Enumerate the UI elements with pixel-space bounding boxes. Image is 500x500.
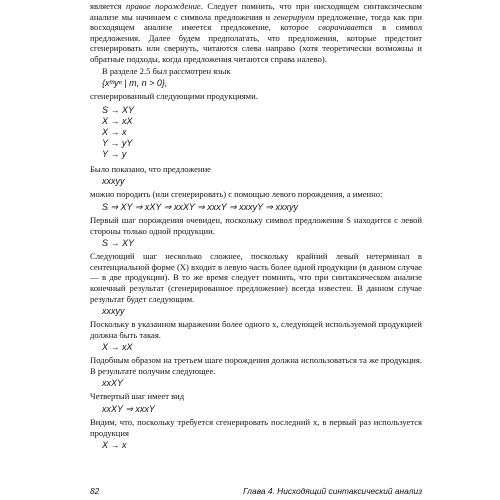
production-rule: S → XY [102, 104, 135, 115]
production-rule: Y → yY [102, 137, 133, 148]
paragraph-more-x: Поскольку в указанном выражении более одного x, следующей используемой продукцией должна быть такая. [90, 319, 422, 340]
sentence-formula: xxxyy [102, 306, 125, 317]
production-rule: Y → y [102, 148, 127, 159]
step-formula: xxXY [102, 378, 124, 389]
step-formula: xxXY ⇒ xxxY [102, 404, 155, 415]
paragraph-fourth-step: Четвертый шаг имеет вид [90, 391, 185, 402]
paragraph-last-x: Видим, что, поскольку требуется сгенерировать последний x, в первый раз используется продукция [90, 417, 422, 438]
term-italic: генерируем [273, 11, 315, 22]
production-rule: X → x [102, 126, 127, 137]
term-italic: правое порождение [126, 1, 201, 11]
paragraph-shown: Было показано, что предложение [90, 163, 212, 174]
text: . Следует помнить, что при нисходящем синтаксическом анализе мы начинаем с символа предложения и [90, 1, 422, 22]
text: является [90, 1, 127, 11]
derivation-formula: S ⇒ XY ⇒ xXY ⇒ xxXY ⇒ xxxY ⇒ xxxyY ⇒ xxxyy [102, 201, 298, 212]
step-formula: X → x [102, 440, 127, 451]
paragraph-left-derivation: можно породить (или сгенерировать) с помощью левого порождения, а именно: [90, 189, 383, 200]
sentence-formula: xxxyy [102, 176, 125, 187]
paragraph-productions-intro: сгенерированный следующими продукциями. [90, 91, 258, 102]
paragraph-section-ref: В разделе 2.5 был рассмотрен язык [102, 65, 231, 76]
language-formula: {xᵐyⁿ | m, n > 0}, [102, 78, 168, 89]
paragraph-right-derivation [90, 1, 422, 65]
step-formula: S → XY [102, 238, 135, 249]
text: предложение, тогда как при восходящем анализе имеется предложение, которое [90, 11, 422, 33]
paragraph-third-step: Подобным образом на третьем шаге порождения должна использоваться та же продукция. В результате получим следующее. [90, 355, 422, 376]
text: в символ предложения. Далее будем предполагать, что предложения, которые предстоит сгенерировать или свернуть, читаются слева направо (хотя теоретически возможны и обратные подходы, когда предложения читаются справа налево). [90, 22, 422, 64]
production-list [90, 105, 422, 160]
running-head: Глава 4. Нисходящий синтаксический анализ [243, 486, 422, 496]
paragraph-first-step: Первый шаг порождения очевиден, поскольку символ предложения S находится с левой стороны только одной продукции. [90, 214, 422, 236]
page-number: 82 [90, 486, 100, 496]
step-formula: X → xX [102, 342, 133, 353]
page-footer [90, 486, 422, 496]
term-italic: сворачивается [318, 22, 373, 33]
paragraph-next-step: Следующий шаг несколько сложнее, поскольку крайний левый нетерминал в сентенциальной форме (X) входит в левую часть более одной продукции (в данном случае — в две продукции). В то же время следует помнить, что при синтаксическом анализе конечный результат (сгенерированное предложение) всегда известен. В данном случае результат будет следующим. [90, 251, 422, 304]
production-rule: X → xX [102, 115, 133, 126]
